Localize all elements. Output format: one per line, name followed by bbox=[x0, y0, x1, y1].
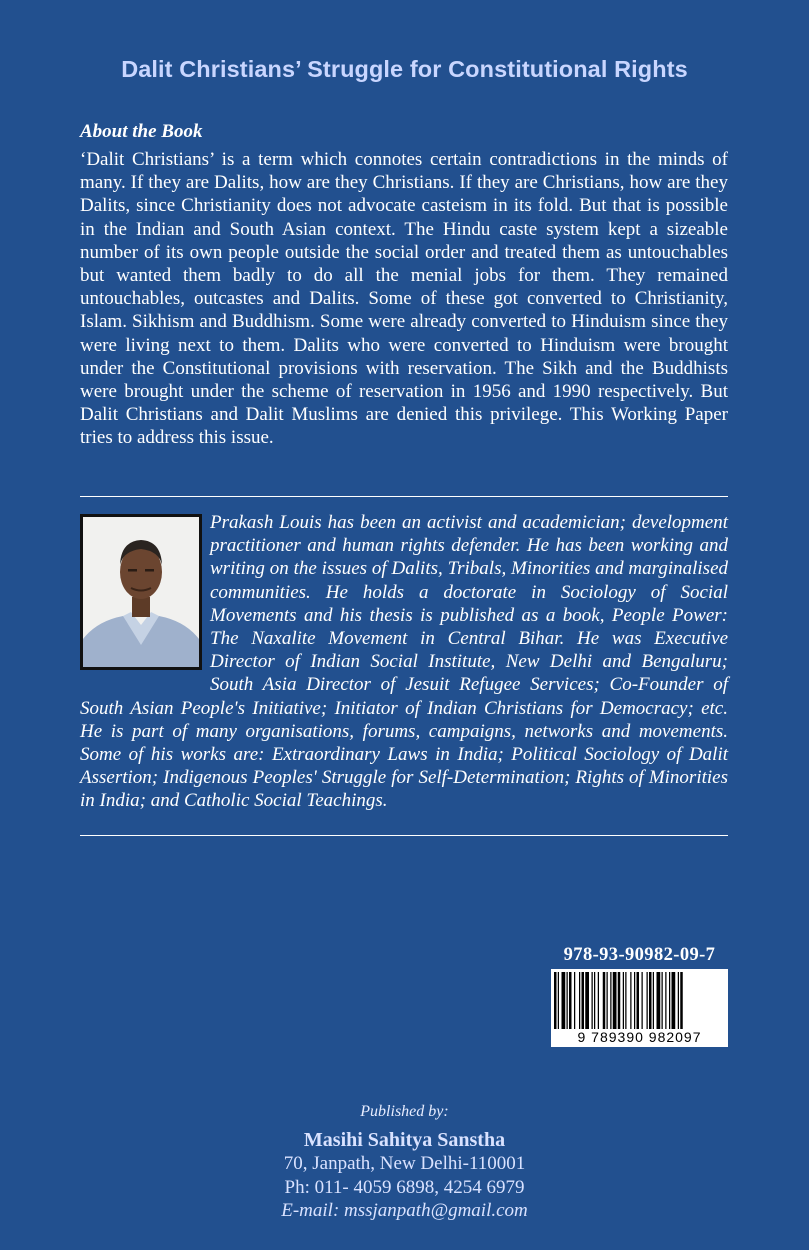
barcode-bar bbox=[582, 972, 585, 1029]
barcode-bar bbox=[558, 972, 559, 1029]
barcode-bar bbox=[653, 972, 654, 1029]
barcode-bar bbox=[592, 972, 593, 1029]
barcode-bar bbox=[613, 972, 617, 1029]
author-bio bbox=[80, 511, 728, 813]
divider-top bbox=[80, 496, 728, 497]
about-text: ‘Dalit Christians’ is a term which connotes certain contradictions in the minds of many. If they are Dalits, how are they Christians. If they are Christians, how are they Dalits, since Christianity does not advocate casteism in its fold. But that is possible in the Indian and South Asian context. The Hindu caste system kept a sizeable number of its own people outside the social order and treated them as untouchables but wanted them badly to do all the menial jobs for them. They remained untouchables, outcastes and Dalits. Some of these got converted to Christianity, Islam. Sikhism and Buddhism. Some were already converted to Hinduism since they were living next to them. Dalits who were converted to Hinduism were brought under the Constitutional provisions with reservation. The Sikh and the Buddhists were brought under the scheme of reservation in 1956 and 1990 respectively. But Dalit Christians and Dalit Muslims are denied this privilege. This Working Paper tries to address this issue. bbox=[80, 149, 728, 449]
barcode-bar bbox=[634, 972, 635, 1029]
book-title: Dalit Christians’ Struggle for Constitutional Rights bbox=[121, 56, 688, 82]
isbn-barcode bbox=[551, 969, 728, 1047]
publisher-address: 70, Janpath, New Delhi-110001 bbox=[283, 1153, 526, 1174]
barcode-bar bbox=[657, 972, 661, 1029]
barcode-bar bbox=[603, 972, 606, 1029]
barcode-bar bbox=[567, 972, 568, 1029]
barcode-bar bbox=[554, 972, 557, 1029]
publisher-block bbox=[0, 1100, 809, 1223]
barcode-bar bbox=[607, 972, 608, 1029]
about-heading: About the Book bbox=[80, 121, 203, 142]
isbn-label: 978-93-90982-09-7 bbox=[563, 945, 716, 965]
barcode-bar bbox=[637, 972, 640, 1029]
barcode-bar bbox=[665, 972, 666, 1029]
barcode-bar bbox=[672, 972, 676, 1029]
barcode-bar bbox=[678, 972, 679, 1029]
barcode-bar bbox=[598, 972, 599, 1029]
publisher-email: E-mail: mssjanpath@gmail.com bbox=[281, 1200, 528, 1221]
barcode-bar bbox=[618, 972, 621, 1029]
barcode-bar bbox=[630, 972, 631, 1029]
barcode-bar bbox=[579, 972, 580, 1029]
publisher-phone: Ph: 011- 4059 6898, 4254 6979 bbox=[284, 1176, 525, 1198]
barcode-bar bbox=[594, 972, 595, 1029]
barcode-bar bbox=[562, 972, 566, 1029]
barcode-bar bbox=[669, 972, 670, 1029]
barcode-bar bbox=[569, 972, 572, 1029]
barcode-bar bbox=[625, 972, 626, 1029]
author-bio-text: Prakash Louis has been an activist and academician; development practitioner and human rights defender. He has been working and writing on the issues of Dalits, Tribals, Minorities and marginalised communities. He holds a doctorate in Sociology of Social Movements and his thesis is published as a book, People Power: The Naxalite Movement in Central Bihar. He was Executive Director of Indian Social Institute, New Delhi and Bengaluru; South Asia Director of Jesuit Refugee Services; Co-Founder of South Asian People's Initiative; Initiator of Indian Christians for Democracy; etc. He is part of many organisations, forums, campaigns, networks and movements. Some of his works are: Extraordinary Laws in India; Political Sociology of Dalit Assertion; Indigenous Peoples' Struggle for Self-Determination; Rights of Minorities in India; and Catholic Social Teachings. bbox=[80, 512, 728, 812]
barcode-bar bbox=[647, 972, 648, 1029]
barcode-bar bbox=[649, 972, 652, 1029]
barcode-digits: 9 789390 982097 bbox=[577, 1029, 702, 1045]
barcode-bar bbox=[642, 972, 643, 1029]
published-by-label: Published by: bbox=[360, 1103, 449, 1120]
divider-bottom bbox=[80, 835, 728, 836]
publisher-name: Masihi Sahitya Sanstha bbox=[303, 1128, 506, 1151]
barcode-bar bbox=[610, 972, 611, 1029]
barcode-bar bbox=[585, 972, 589, 1029]
barcode-bar bbox=[574, 972, 575, 1029]
barcode-bar bbox=[680, 972, 683, 1029]
barcode-bar bbox=[623, 972, 624, 1029]
barcode-bar bbox=[662, 972, 663, 1029]
